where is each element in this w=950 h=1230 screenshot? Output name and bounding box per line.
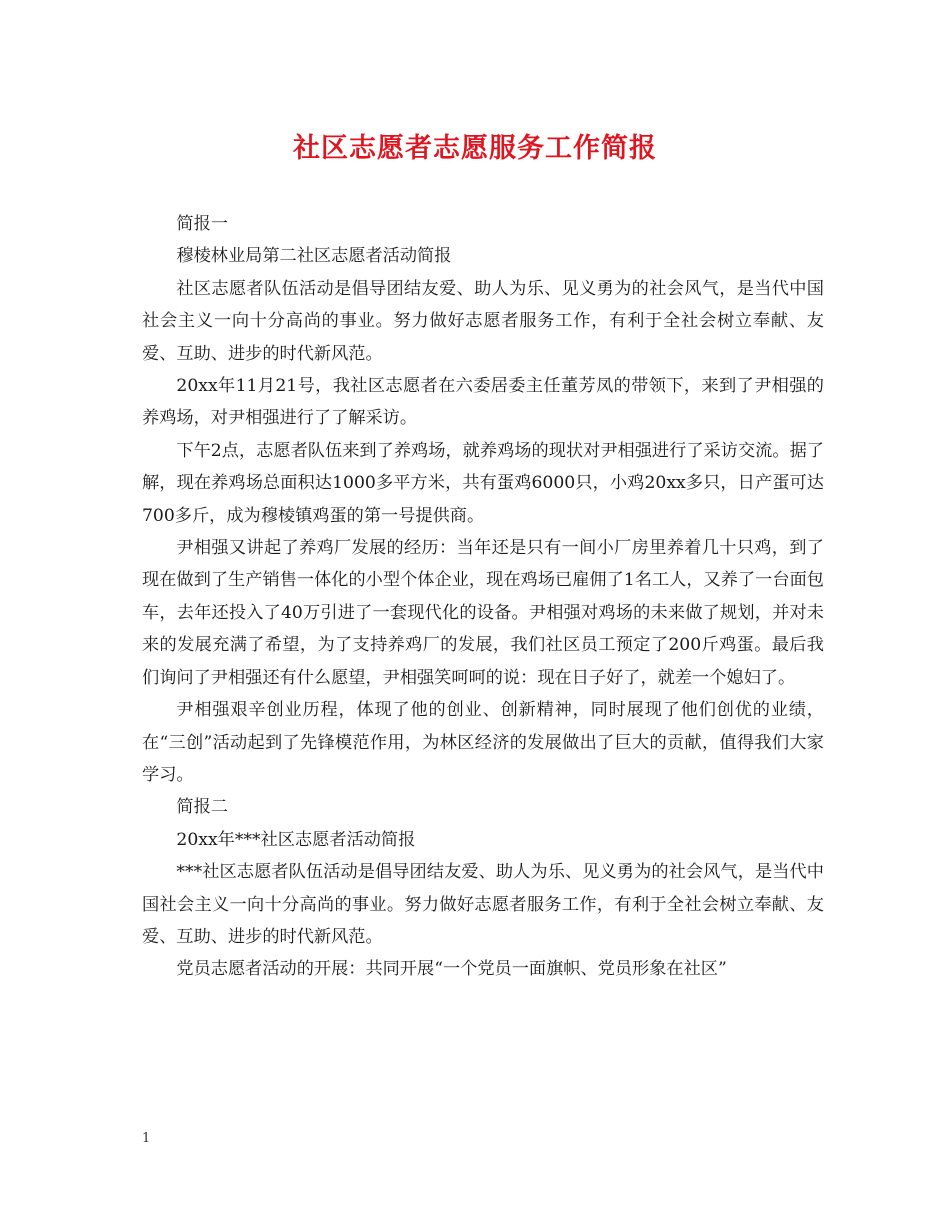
document-body (142, 208, 824, 986)
paragraph: 20xx年11月21号，我社区志愿者在六委居委主任董芳凤的带领下，来到了尹相强的养鸡场，对尹相强进行了了解采访。 (142, 376, 824, 429)
section-heading-1: 简报一 (176, 214, 228, 234)
subheading-2: 20xx年***社区志愿者活动简报 (176, 829, 416, 850)
subheading-1: 穆棱林业局第二社区志愿者活动简报 (176, 246, 452, 267)
paragraph: 尹相强艰辛创业历程，体现了他的创业、创新精神，同时展现了他们创优的业绩，在“三创”活动起到了先锋模范作用，为林区经济的发展做出了巨大的贡献，值得我们大家学习。 (142, 700, 824, 785)
paragraph: 社区志愿者队伍活动是倡导团结友爱、助人为乐、见义勇为的社会风气，是当代中国社会主义一向十分高尚的事业。努力做好志愿者服务工作，有利于全社会树立奉献、友爱、互助、进步的时代新风范。 (142, 278, 824, 364)
paragraph: 下午2点，志愿者队伍来到了养鸡场，就养鸡场的现状对尹相强进行了采访交流。据了解，现在养鸡场总面积达1000多平方米，共有蛋鸡6000只，小鸡20xx多只，日产蛋可达700多斤，成为穆棱镇鸡蛋的第一号提供商。 (142, 440, 824, 526)
section-heading-2: 简报二 (176, 797, 228, 818)
document-title: 社区志愿者志愿服务工作简报 (293, 133, 657, 164)
paragraph: 尹相强又讲起了养鸡厂发展的经历：当年还是只有一间小厂房里养着几十只鸡，到了现在做到了生产销售一体化的小型个体企业，现在鸡场已雇佣了1名工人，又养了一台面包车，去年还投入了40万引进了一套现代化的设备。尹相强对鸡场的未来做了规划，并对未来的发展充满了希望，为了支持养鸡厂的发展，我们社区员工预定了200斤鸡蛋。最后我们询问了尹相强还有什么愿望，尹相强笑呵呵的说：现在日子好了，就差一个媳妇了。 (142, 538, 824, 688)
paragraph: ***社区志愿者队伍活动是倡导团结友爱、助人为乐、见义勇为的社会风气，是当代中国社会主义一向十分高尚的事业。努力做好志愿者服务工作，有利于全社会树立奉献、友爱、互助、进步的时代新风范。 (142, 862, 824, 947)
paragraph: 党员志愿者活动的开展：共同开展“一个党员一面旗帜、党员形象在社区” (176, 959, 727, 980)
page-number: 1 (142, 1131, 151, 1146)
